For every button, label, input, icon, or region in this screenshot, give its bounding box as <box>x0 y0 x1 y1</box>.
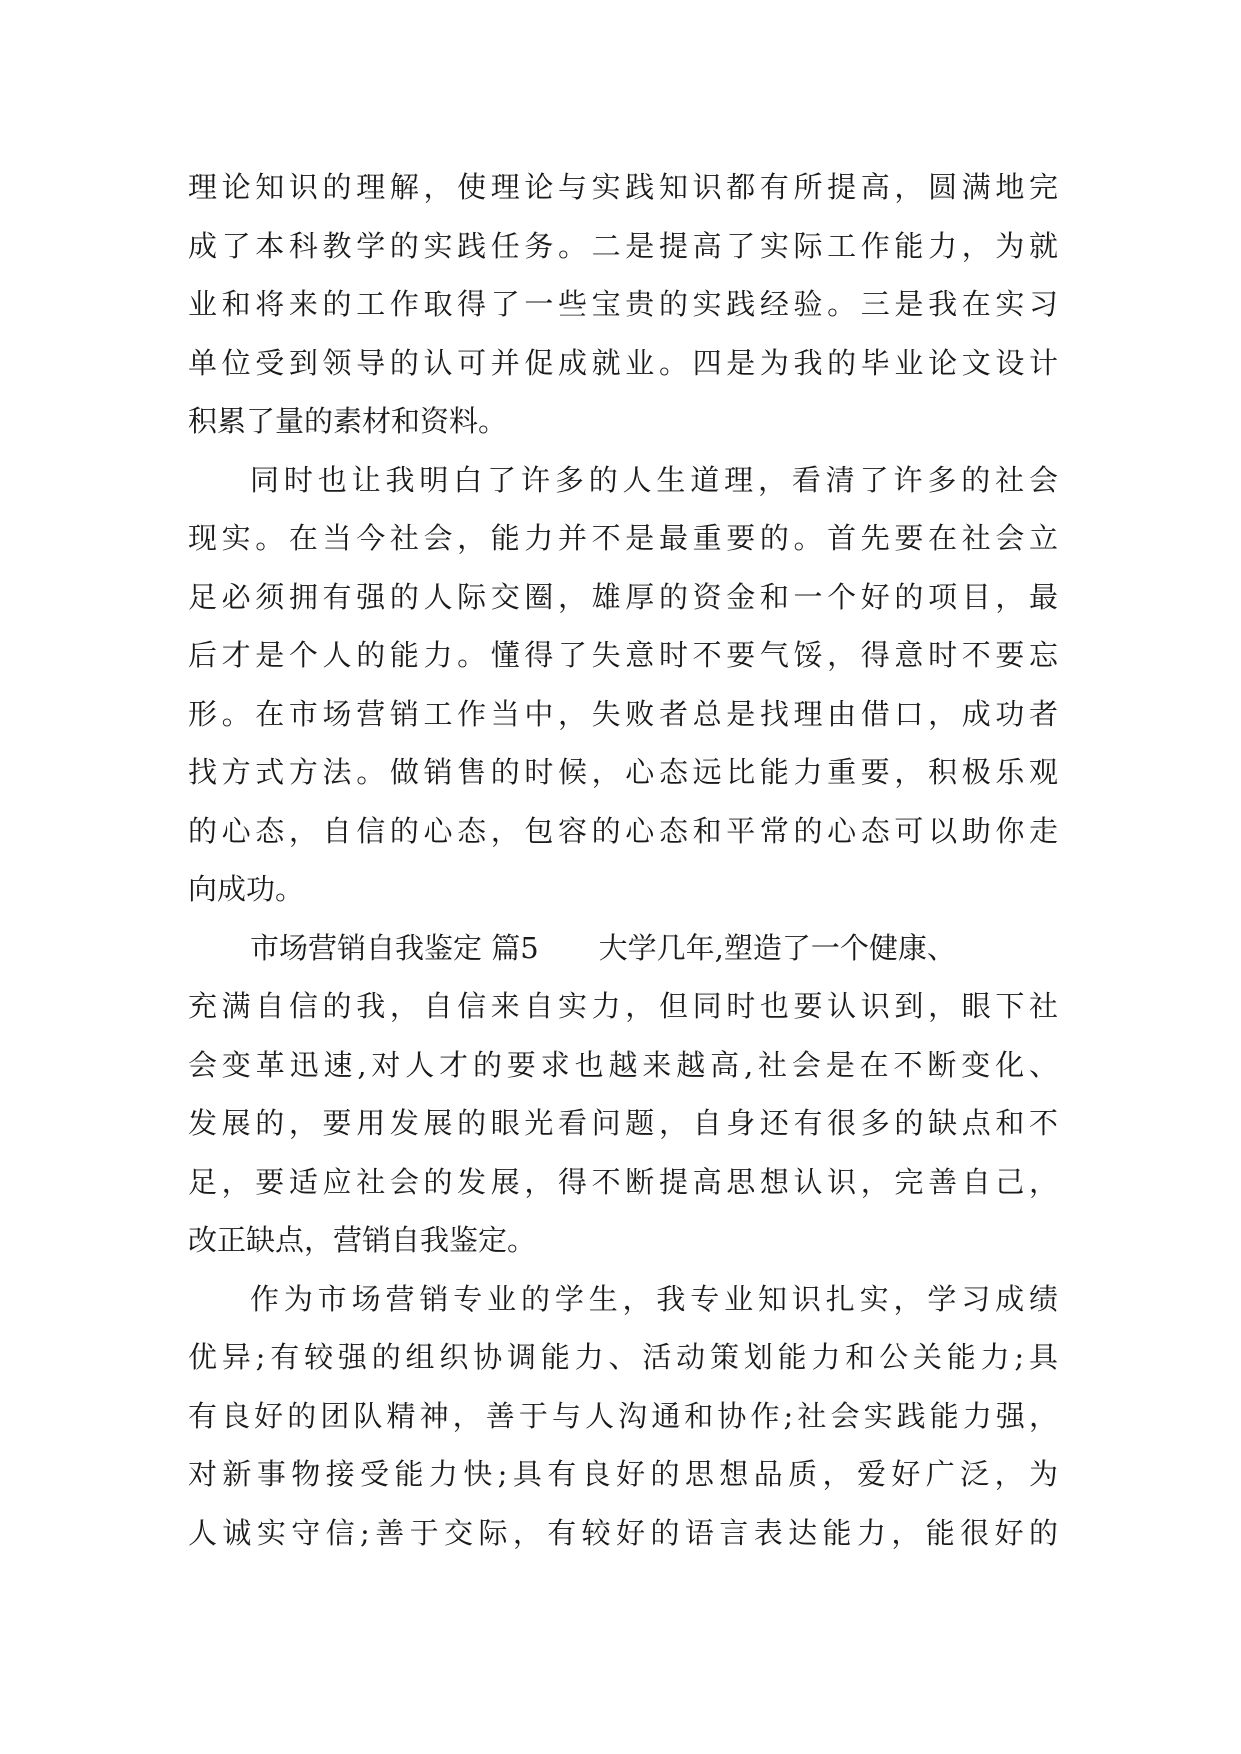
text-line: 的心态，自信的心态，包容的心态和平常的心态可以助你走 <box>188 813 1058 848</box>
text-line: 业和将来的工作取得了一些宝贵的实践经验。三是我在实习 <box>188 287 1058 321</box>
text-line <box>188 919 1058 978</box>
text-line: 作为市场营销专业的学生，我专业知识扎实，学习成绩 <box>250 1281 1058 1316</box>
text-line: 足，要适应社会的发展，得不断提高思想认识，完善自己， <box>188 1164 1058 1199</box>
text-line: 充满自信的我，自信来自实力，但同时也要认识到，眼下社 <box>188 989 1058 1023</box>
text-span: 大学几年,塑造了一个健康、 <box>598 930 956 965</box>
text-line: 会变革迅速,对人才的要求也越来越高,社会是在不断变化、 <box>188 1047 1058 1082</box>
paragraph <box>188 158 1058 451</box>
text-line: 后才是个人的能力。懂得了失意时不要气馁，得意时不要忘 <box>188 638 1058 672</box>
text-line: 发展的，要用发展的眼光看问题，自身还有很多的缺点和不 <box>188 1106 1058 1140</box>
text-line: 向成功。 <box>188 872 305 906</box>
text-line: 优异;有较强的组织协调能力、活动策划能力和公关能力;具 <box>188 1340 1058 1374</box>
text-line: 改正缺点，营销自我鉴定。 <box>188 1223 537 1257</box>
text-line: 同时也让我明白了许多的人生道理，看清了许多的社会 <box>250 462 1058 497</box>
document-body <box>188 158 1058 1562</box>
paragraph <box>188 919 1058 1270</box>
text-line: 找方式方法。做销售的时候，心态远比能力重要，积极乐观 <box>188 755 1058 789</box>
text-line: 有良好的团队精神，善于与人沟通和协作;社会实践能力强， <box>188 1398 1058 1433</box>
paragraph <box>188 451 1058 919</box>
text-line: 足必须拥有强的人际交圈，雄厚的资金和一个好的项目，最 <box>188 579 1058 614</box>
text-line: 成了本科教学的实践任务。二是提高了实际工作能力，为就 <box>188 228 1058 263</box>
section-heading: 市场营销自我鉴定 篇5 <box>250 930 539 965</box>
text-line: 人诚实守信;善于交际，有较好的语言表达能力，能很好的 <box>188 1515 1058 1550</box>
text-line: 现实。在当今社会，能力并不是最重要的。首先要在社会立 <box>188 521 1058 555</box>
paragraph <box>188 1270 1058 1563</box>
text-line: 理论知识的理解，使理论与实践知识都有所提高，圆满地完 <box>188 170 1058 204</box>
text-line: 单位受到领导的认可并促成就业。四是为我的毕业论文设计 <box>188 345 1058 380</box>
text-line: 形。在市场营销工作当中，失败者总是找理由借口，成功者 <box>188 696 1058 731</box>
text-line: 积累了量的素材和资料。 <box>188 404 508 438</box>
text-line: 对新事物接受能力快;具有良好的思想品质，爱好广泛，为 <box>188 1457 1058 1491</box>
